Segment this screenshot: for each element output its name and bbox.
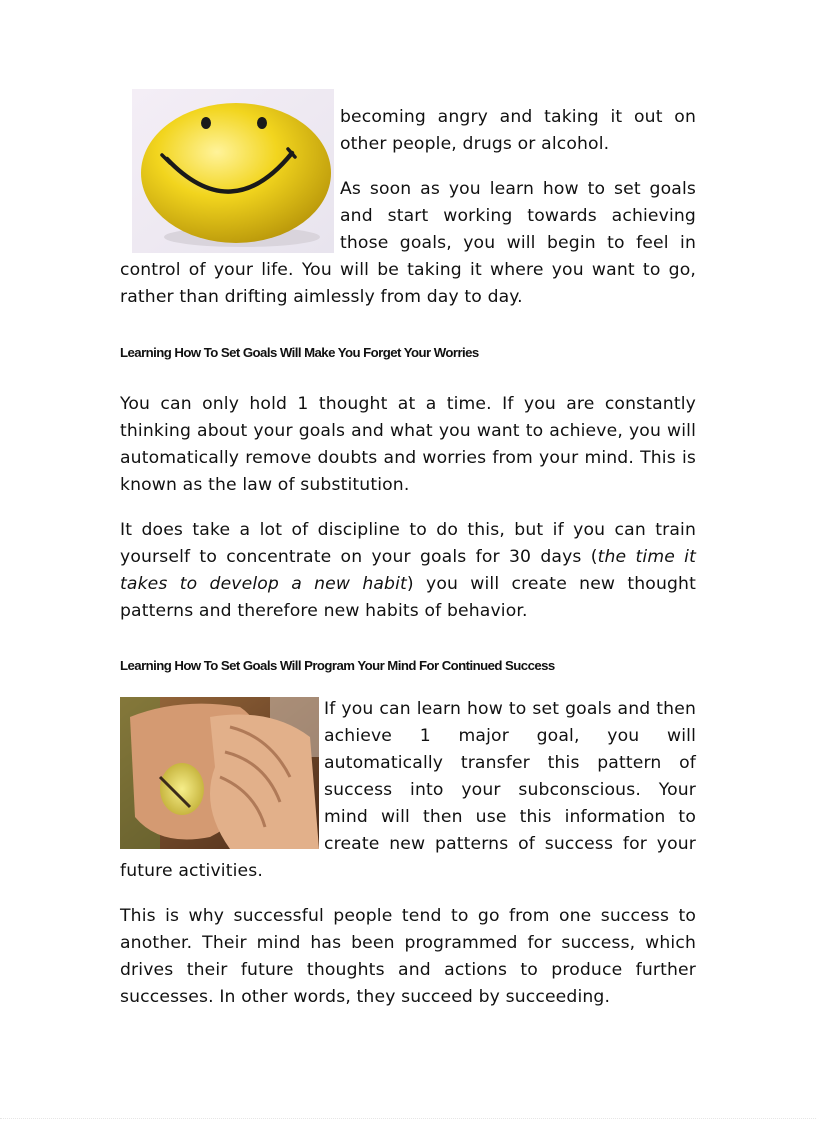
smiley-face-image [132, 89, 334, 253]
page-bottom-border [0, 1118, 816, 1119]
heading-continued-success: Learning How To Set Goals Will Program Your Mind For Continued Success [120, 658, 555, 673]
paragraph-successful-people: This is why successful people tend to go from one success to another. Their mind has been programmed for success, which drives their future thoughts and actions to produce further successes. In other words, they succeed by succeeding. [120, 906, 696, 1007]
paragraph-learn-goals-success: If you can learn how to set goals and then achieve 1 major goal, you will automatically transfer this pattern of success into your subconscious. Your mind will then use this information to create new patterns of success for your future activities. [120, 699, 696, 881]
discipline-text-end: ) you will create new thought patterns and therefore new habits of behavior. [120, 574, 696, 621]
paragraph-one-thought: You can only hold 1 thought at a time. If you are constantly thinking about your goals and what you want to achieve, you will automatically remove doubts and worries from your mind. This is known as the law of substitution. [120, 394, 696, 495]
paragraph-discipline [120, 517, 696, 625]
discipline-text-italic: the time it takes to develop a new habit [120, 547, 696, 594]
heading-forget-worries: Learning How To Set Goals Will Make You Forget Your Worries [120, 345, 479, 360]
hands-viewfinder-image [120, 697, 319, 849]
paragraph-angry: becoming angry and taking it out on other people, drugs or alcohol. [340, 107, 696, 154]
right-eye [257, 117, 267, 129]
document-page [120, 104, 696, 1011]
left-eye [201, 117, 211, 129]
discipline-text-start: It does take a lot of discipline to do this, but if you can train yourself to concentrate on your goals for 30 days ( [120, 520, 696, 567]
paragraph-set-goals-control: As soon as you learn how to set goals and start working towards achieving those goals, you will begin to feel in control of your life. You will be taking it where you want to go, rather than drifting aimlessly from day to day. [120, 179, 696, 307]
